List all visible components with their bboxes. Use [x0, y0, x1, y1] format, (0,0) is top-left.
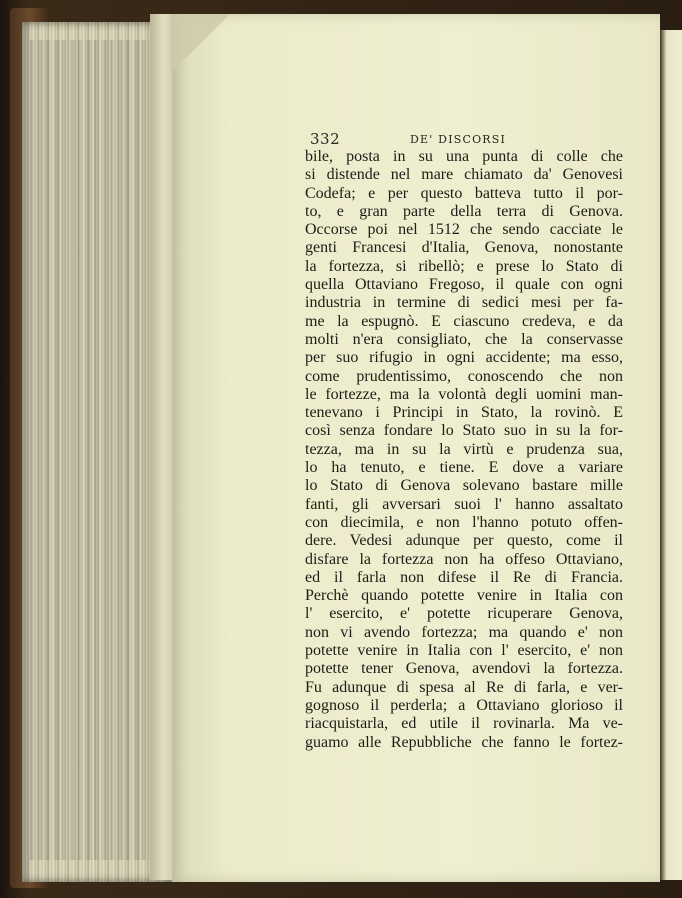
- text-line: le fortezze, ma la volontà degli uomini man-: [305, 385, 623, 403]
- text-line: per suo rifugio in ogni accidente; ma esso,: [305, 349, 623, 367]
- text-line: disfare la fortezza non ha offeso Ottaviano,: [305, 550, 623, 568]
- text-line: Occorse poi nel 1512 che sendo cacciate le: [305, 221, 623, 239]
- page-corner-fold: [170, 14, 230, 74]
- text-line: quella Ottaviano Fregoso, il quale con ogni: [305, 276, 623, 294]
- text-line: fanti, gli avversari suoi l' hanno assaltato: [305, 495, 623, 513]
- text-line: Codefa; e per questo batteva tutto il por-: [305, 184, 623, 202]
- page-edges-shading: [30, 40, 150, 860]
- text-line: dere. Vedesi adunque per questo, come il: [305, 532, 623, 550]
- text-line: gognoso il perderla; a Ottaviano glorioso il: [305, 696, 623, 714]
- text-line: lo Stato di Genova solevano bastare mille: [305, 477, 623, 495]
- text-line: Fu adunque di spesa al Re di farla, e ver-: [305, 678, 623, 696]
- text-line: potette tener Genova, avendovi la fortezza.: [305, 660, 623, 678]
- text-line: tenevano i Principi in Stato, la rovinò. E: [305, 404, 623, 422]
- text-line: genti Francesi d'Italia, Genova, nonostante: [305, 239, 623, 257]
- text-line: l' esercito, e' potette ricuperare Genova,: [305, 605, 623, 623]
- text-line: la fortezza, si ribellò; e prese lo Stato di: [305, 257, 623, 275]
- text-line: me la espugnò. E ciascuno credeva, e da: [305, 312, 623, 330]
- text-line: guamo alle Repubbliche che fanno le fortez-: [305, 733, 623, 751]
- text-line: lo ha tenuto, e tiene. E dove a variare: [305, 459, 623, 477]
- text-line: ed il farla non difese il Re di Francia.: [305, 568, 623, 586]
- page-number: 332: [310, 130, 341, 148]
- text-line: molti n'era consigliato, che la conservasse: [305, 330, 623, 348]
- text-line: riacquistarla, ed utile il rovinarla. Ma ve-: [305, 715, 623, 733]
- body-text: [305, 148, 623, 752]
- text-line: tezza, ma in su la virtù e prudenza sua,: [305, 440, 623, 458]
- right-page-edge: [660, 30, 682, 880]
- text-line: si distende nel mare chiamato da' Genovesi: [305, 166, 623, 184]
- text-line: come prudentissimo, conoscendo che non: [305, 367, 623, 385]
- text-line: Perchè quando potette venire in Italia con: [305, 587, 623, 605]
- text-line: con diecimila, e non l'hanno potuto offen-: [305, 513, 623, 531]
- text-line: industria in termine di sedici mesi per fa-: [305, 294, 623, 312]
- text-line: potette venire in Italia con l' esercito, e' non: [305, 642, 623, 660]
- running-head: DE' DISCORSI: [410, 133, 507, 146]
- text-line: non vi avendo fortezza; ma quando e' non: [305, 623, 623, 641]
- text-line: così senza fondare lo Stato suo in su la for-: [305, 422, 623, 440]
- text-line: to, e gran parte della terra di Genova.: [305, 202, 623, 220]
- text-line: bile, posta in su una punta di colle che: [305, 148, 623, 165]
